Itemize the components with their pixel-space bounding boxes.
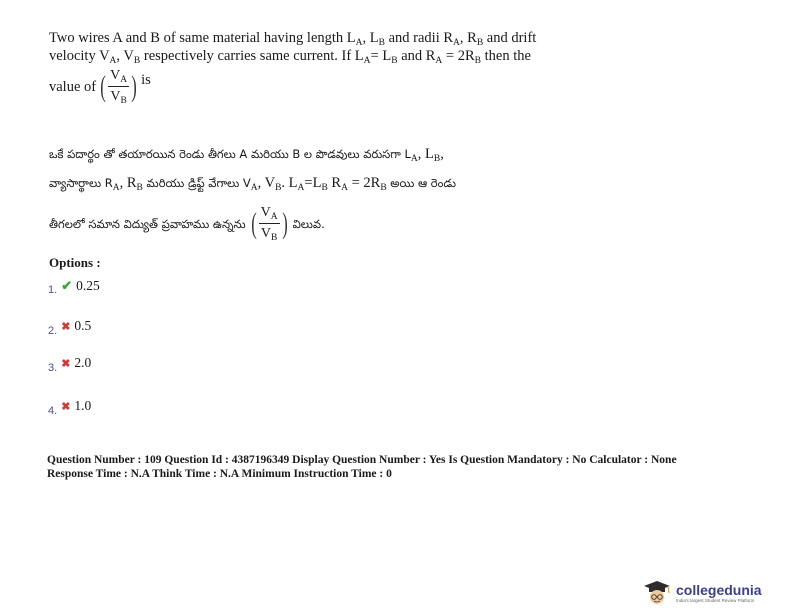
option-4[interactable]: 4. ✖ 1.0 [48, 398, 92, 417]
cross-icon: ✖ [61, 400, 71, 413]
cross-icon: ✖ [61, 320, 71, 333]
question-te-line-1: ఒకే పదార్థం తో తయారయిన రెండు తీగలు A మరియు B ల పొడవులు వరుసగా $L_A$, $L_B$, [49, 146, 444, 164]
question-meta-line-1: Question Number : 109 Question Id : 4387196349 Display Question Number : Yes Is Question Mandatory : No Calculator : None [47, 454, 677, 466]
question-en-line-1: Two wires A and B of same material having length $L_A$, $L_B$ and radii $R_A$, $R_B$ and drift [49, 30, 537, 48]
question-te-line-3: తీగలలో సమాన విద్యుత్ ప్రవాహము ఉన్నను ( $\frac{V_A}{V_B}$ ) విలువ. [49, 205, 325, 243]
collegedunia-logo: collegedunia India's largest Student Review Platform [640, 578, 788, 606]
option-2[interactable]: 2. ✖ 0.5 [48, 318, 92, 337]
question-meta-line-2: Response Time : N.A Think Time : N.A Minimum Instruction Time : 0 [47, 468, 392, 480]
cross-icon: ✖ [61, 357, 71, 370]
option-1[interactable]: 1. ✔ 0.25 [48, 278, 100, 296]
option-3[interactable]: 3. ✖ 2.0 [48, 355, 92, 374]
graduate-mascot-icon [640, 579, 674, 605]
options-label: Options : [49, 255, 101, 270]
ratio-fraction-te: ( $\frac{V_A}{V_B}$ ) [250, 205, 288, 243]
question-te-line-2: వ్యాసార్థాలు $R_A$, $R_B$ మరియు డ్రిఫ్ట్ వేగాలు $V_A$, $V_B$. $L_A=L_B$ $R_A = 2R_B$ అయి ఆ రెండు [49, 175, 456, 193]
question-en-line-3: value of ( $\frac{V_A}{V_B}$ ) is [49, 68, 151, 106]
ratio-fraction: ( $\frac{V_A}{V_B}$ ) [100, 68, 137, 106]
question-en-line-2: velocity $V_A$, $V_B$ respectively carries same current. If $L_A= L_B$ and $R_A = 2R_B$ then the [49, 48, 531, 66]
check-icon: ✔ [61, 278, 73, 293]
